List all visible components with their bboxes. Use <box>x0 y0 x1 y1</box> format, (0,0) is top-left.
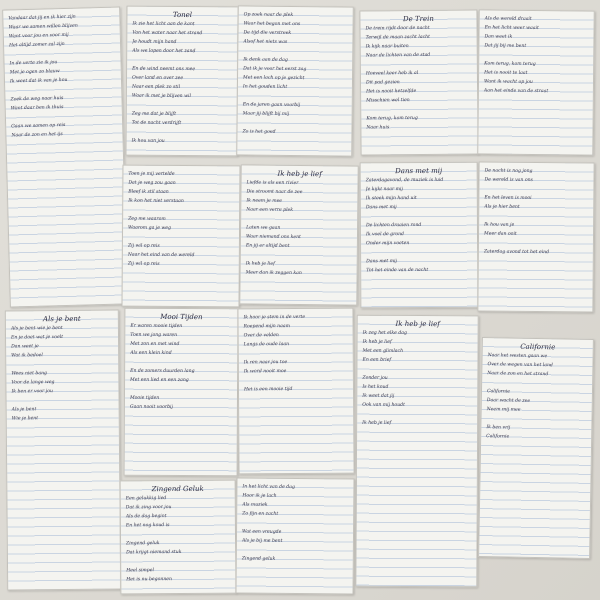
lyric-line: Wees niet bang <box>11 371 47 377</box>
lyric-line: De lichten draaien rond <box>365 222 422 229</box>
lyric-line: Waar niemand ons kent <box>245 234 301 241</box>
lyric-line: Het is nooit te laat <box>484 70 528 76</box>
lyric-sheet-s9 <box>360 162 479 309</box>
lyric-line: Met een lach op je gezicht <box>243 75 305 82</box>
lyric-line: Ik heb je lief <box>362 339 392 345</box>
lyric-line: In het gouden licht <box>242 84 288 90</box>
lyric-line: Tot de nacht verdrijft <box>131 120 182 126</box>
lyric-line: Zingend geluk <box>241 556 276 562</box>
lyric-line: Voor de lange weg <box>11 380 55 386</box>
lyric-line: Het is een mooie tijd <box>243 387 293 393</box>
lyric-line: Ik voel de grond <box>365 232 405 238</box>
lyric-line: Naar de lichten van de stad <box>365 52 431 59</box>
lyric-line: In de verte zie ik jou <box>9 60 58 67</box>
lyric-line: Zo is het goed <box>242 129 276 135</box>
lyric-line: Langs de oude laan <box>243 342 290 348</box>
lyric-line: Zij wil op reis <box>127 243 160 249</box>
lyric-line: Meer dan ooit <box>484 231 517 237</box>
lyric-line: In het licht van de dag <box>242 484 295 490</box>
lyric-line: Je houdt mijn hand <box>132 39 177 45</box>
lyric-line: Zoek de weg naar huis <box>10 96 64 103</box>
lyric-line: Dat ik zing voor jou <box>125 505 172 511</box>
sheet-title: Ik heb je lief <box>277 169 322 179</box>
lyric-sheet-s6 <box>122 165 241 308</box>
lyric-line: Roepend mijn naam <box>243 324 291 330</box>
lyric-line: Als een klein kind <box>130 350 172 356</box>
lyric-line: En een brief <box>362 357 392 363</box>
lyric-line: Ik word nooit moe <box>243 369 287 375</box>
lyric-line: Met een glimlach <box>362 348 404 354</box>
lyric-line: Zaterdag avond tot het eind <box>483 249 550 256</box>
lyric-line: Hoeveel keer heb ik al <box>365 71 419 77</box>
lyric-line: Tot het einde van de nacht <box>366 267 429 274</box>
lyric-line: Neem mij mee <box>486 407 521 413</box>
lyric-line: Meer dan ik zeggen kan <box>245 270 302 277</box>
lyric-line: Zonder jou <box>362 375 388 381</box>
lyric-line: De tijd die verstreek <box>243 30 292 36</box>
lyric-line: Zij wil op reis <box>127 261 160 267</box>
sheet-title: Zingend Geluk <box>151 484 204 494</box>
lyric-line: Vandaar dat jij en ik hier zijn <box>8 14 76 22</box>
lyric-line: Mooie tijden <box>129 395 160 401</box>
lyric-line: Dit pad gezien <box>365 80 400 86</box>
sheet-title: Mooi Tijden <box>160 312 203 322</box>
sheet-title: De Trein <box>402 14 434 24</box>
lyric-line: Dat krijgt niemand stuk <box>126 549 182 556</box>
lyric-sheet-s3 <box>236 5 354 156</box>
lyric-line: Naar de zon en het strand <box>487 371 549 378</box>
lyric-sheet-s7 <box>239 164 358 305</box>
lyric-line: Een gelukkig lied <box>125 496 167 502</box>
lyric-line: En het leven is mooi <box>484 195 532 201</box>
lyric-line: Ik kijk naar buiten <box>365 44 409 50</box>
lyric-line: Als muziek <box>242 502 268 508</box>
lyric-line: Gaan we samen op reis <box>11 122 66 130</box>
lyric-line: Ik ben er voor jou <box>11 389 53 395</box>
lyric-sheet-s13 <box>237 308 354 475</box>
lyric-line: Met je ogen zo blauw <box>9 69 60 76</box>
lyric-line: Naar het eind van de wereld <box>127 252 195 259</box>
lyric-line: Dans met mij <box>365 205 397 211</box>
lyric-line: Waar het begon met ons <box>243 21 301 28</box>
lyric-sheet-s2 <box>125 6 238 157</box>
lyric-line: Ik steek mijn hand uit <box>365 196 417 202</box>
lyric-line: Alsof het niets was <box>243 39 288 45</box>
lyric-line: Naar de zon en het ijs <box>11 132 63 139</box>
lyric-line: Als de wereld draait <box>484 16 532 22</box>
lyric-line: Met een lied en een zang <box>130 377 189 384</box>
lyric-line: Ik zeg het elke dag <box>362 330 407 336</box>
lyric-line: Laten we gaan <box>246 225 281 231</box>
lyric-line: Ik hoor je stem in de verte <box>243 314 306 321</box>
lyric-line: Waarom ga je weg <box>128 225 171 231</box>
lyric-line: Californie <box>486 434 510 440</box>
lyric-line: Californie <box>486 389 511 395</box>
lyric-line: Waar we samen willen blijven <box>8 23 78 31</box>
lyric-line: Het is nu begonnen <box>126 577 172 583</box>
sheet-title: Californie <box>520 342 556 352</box>
lyric-line: Naar een verre plek <box>246 207 294 213</box>
lyric-line: Over de velden <box>243 333 279 339</box>
lyric-line: Zo fijn en zacht <box>242 511 279 517</box>
lyric-line: Ik denk aan de dag <box>243 57 288 63</box>
lyric-line: Ik heb je lief <box>245 261 275 267</box>
lyric-line: Naar huis <box>366 125 390 131</box>
lyric-sheet-s11 <box>5 310 121 591</box>
lyric-line: Dat je weg zou gaan <box>128 180 176 186</box>
lyric-line: Wie je bent <box>11 416 39 422</box>
lyric-line: Als je hier bent <box>484 204 520 210</box>
lyric-line: Toen we jong waren <box>130 332 178 338</box>
sheet-title: Dans met mij <box>395 166 443 176</box>
lyric-line: Wat ik bedoel <box>11 353 43 359</box>
lyric-line: Ook van mij houdt <box>362 402 405 408</box>
lyric-line: Ik weet dat ik van je hou <box>9 77 68 85</box>
sheet-title: Tonel <box>172 10 193 20</box>
lyric-line: Die stroomt naar de zee <box>246 189 303 196</box>
lyric-line: Heel simpel <box>126 568 154 574</box>
lyric-line: Onder mijn voeten <box>366 241 410 247</box>
lyric-line: Kom terug, kom terug <box>484 61 536 67</box>
lyric-line: Is het koud <box>362 384 389 390</box>
lyric-line: Ik hou van je <box>484 222 515 228</box>
lyric-line: Het altijd zomer zal zijn <box>9 41 65 49</box>
lyric-line: Met zon en met wind <box>130 341 180 347</box>
lyric-line: Je kijkt naar mij <box>365 187 403 193</box>
lyric-line: Ik zie het licht aan de kant <box>132 21 195 28</box>
lyric-line: En de wind neemt ons mee <box>132 66 196 73</box>
lyric-line: Ik neem je mee <box>246 198 283 204</box>
lyric-line: Bleef ik stil staan <box>128 189 169 195</box>
lyric-line: Want daar ben ik thuis <box>10 105 64 112</box>
lyric-line: Toen je mij vertelde <box>128 171 175 177</box>
lyric-sheet-s18 <box>235 477 354 594</box>
sheet-title: Als je bent <box>43 314 81 324</box>
lyric-line: Dan weet ik <box>484 34 513 40</box>
lyric-line: En jij er altijd bent <box>245 243 290 249</box>
lyric-sheet-s10 <box>477 161 594 312</box>
lyric-line: Liefde is als een rivier <box>246 180 299 186</box>
lyric-line: Hoor ik je lach <box>242 493 277 499</box>
lyric-line: Als je bij me bent <box>241 538 283 544</box>
sheet-title: Ik heb je lief <box>395 319 440 329</box>
lyric-sheet-s1 <box>2 7 128 308</box>
lyric-sheet-s15 <box>478 337 594 559</box>
lyric-line: De trein rijdt door de nacht <box>365 25 430 32</box>
lyric-line: De nacht is nog jong <box>484 168 533 174</box>
lyric-line: Waar ik met je blijven wil <box>131 93 191 100</box>
lyric-line: Over land en over zee <box>132 75 184 82</box>
lyric-line: Zeg me waarom <box>128 216 166 222</box>
lyric-line: Kom terug, kom terug <box>366 116 418 122</box>
lyric-line: Daar wacht de zee <box>486 398 531 404</box>
lyric-line: Op zoek naar de plek <box>243 12 294 18</box>
lyric-line: Dat jij bij me bent <box>484 43 527 49</box>
lyric-line: Als je bent wie je bent <box>10 325 63 332</box>
lyric-line: Gaan nooit voorbij <box>129 404 173 410</box>
lyric-sheet-s14 <box>355 315 478 588</box>
lyric-sheet-s17 <box>120 480 237 595</box>
lyric-line: Naar een plek zo stil <box>131 84 181 90</box>
lyric-line: Ik heb je lief <box>362 420 392 426</box>
lyric-line: Het is nooit hetzelfde <box>366 89 417 95</box>
lyric-line: Als we lopen door het zand <box>132 48 196 55</box>
lyric-line: En je doet wat je voelt <box>10 334 64 341</box>
lyric-line: En de zomers duurden lang <box>130 368 195 375</box>
lyric-line: Over de wegen van het land <box>487 362 553 369</box>
lyric-line: Ik kon het niet verstaan <box>128 198 184 205</box>
lyric-line: Dan weet je <box>11 344 39 350</box>
lyric-line: Als de dag begint <box>125 514 167 520</box>
lyric-sheet-s4 <box>359 9 478 155</box>
lyric-line: En het nog koud is <box>125 523 170 529</box>
lyric-line: De wereld is van ons <box>484 177 533 183</box>
lyric-line: Misschien wel tien <box>366 98 410 104</box>
lyric-sheet-s12 <box>124 308 239 477</box>
lyric-line: Want voor jou en voor mij <box>8 32 69 40</box>
lyric-line: Van het water naar het strand <box>132 30 203 37</box>
lyric-line: Zeg me dat je blijft <box>131 111 177 117</box>
lyric-line: Zaterdagavond, de muziek is luid <box>365 177 444 184</box>
lyric-line: En de jaren gaan voorbij <box>242 102 301 109</box>
lyric-line: Want ik wacht op jou <box>483 79 533 85</box>
lyric-line: En het licht weer waait <box>484 25 539 32</box>
lyric-line: Zingend geluk <box>126 541 160 547</box>
lyric-line: Wat een vreugde <box>242 529 282 535</box>
lyric-sheet-s5 <box>477 9 595 155</box>
lyric-line: Ik ben vrij <box>486 425 511 431</box>
lyric-line: Naar het westen gaan we <box>487 353 548 360</box>
lyric-line: Dans met mij <box>366 259 397 265</box>
lyric-line: Er waren mooie tijden <box>130 323 183 330</box>
lyric-line: Ik hou van jou <box>131 138 165 144</box>
lyric-line: Aan het einde van de straat <box>483 88 549 95</box>
lyric-line: Dat ik je voor het eerst zag <box>243 66 307 73</box>
lyric-line: Terwijl de maan zacht lacht <box>365 34 430 41</box>
lyric-line: Ik ren naar jou toe <box>243 360 288 366</box>
lyric-line: Maar jij blijft bij mij <box>242 111 290 117</box>
lyric-line: Ik weet dat jij <box>362 393 395 399</box>
lyric-line: Als je bent <box>11 407 37 413</box>
